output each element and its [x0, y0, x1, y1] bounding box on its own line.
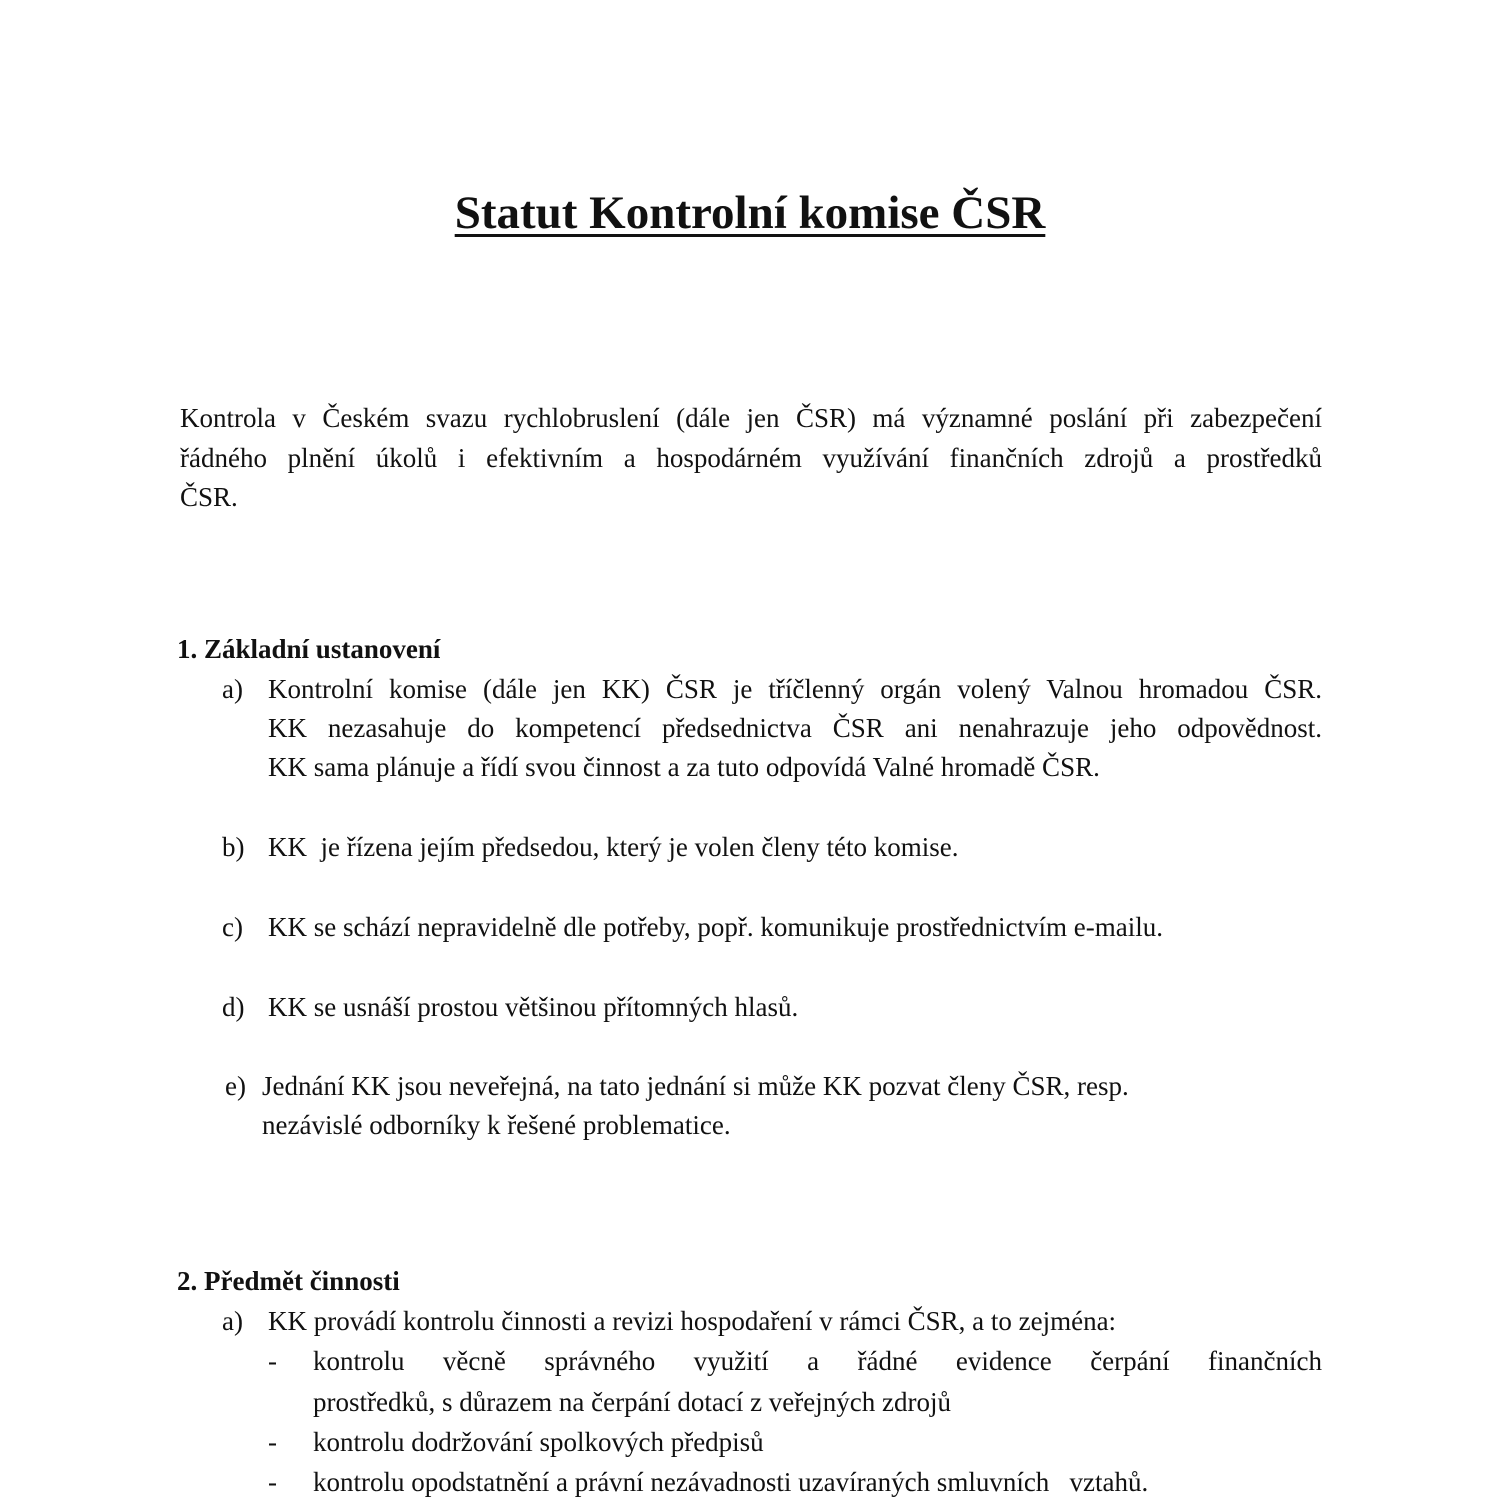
item-label: a) — [222, 674, 243, 704]
item-text: Jednání KK jsou neveřejná, na tato jednání si může KK pozvat členy ČSR, resp. — [262, 1071, 1129, 1101]
intro-line: Kontrola v Českém svazu rychlobruslení (dále jen ČSR) má významné poslání při zabezpečení — [180, 403, 1322, 433]
intro-line: řádného plnění úkolů i efektivním a hospodárném využívání finančních zdrojů a prostředků — [180, 443, 1322, 473]
bullet-text: kontrolu opodstatnění a právní nezávadnosti uzavíraných smluvních vztahů. — [313, 1467, 1149, 1497]
intro-line: ČSR. — [180, 482, 238, 512]
item-label: d) — [222, 992, 245, 1022]
item-text: KK se schází nepravidelně dle potřeby, popř. komunikuje prostřednictvím e-mailu. — [268, 912, 1163, 942]
item-label: c) — [222, 912, 243, 942]
item-label: b) — [222, 832, 245, 862]
bullet-text: kontrolu dodržování spolkových předpisů — [313, 1427, 764, 1457]
item-text: KK se usnáší prostou většinou přítomných hlasů. — [268, 992, 799, 1022]
document-title: Statut Kontrolní komise ČSR — [454, 187, 1046, 239]
item-text: Kontrolní komise (dále jen KK) ČSR je tříčlenný orgán volený Valnou hromadou ČSR. — [268, 674, 1322, 704]
bullet-marker: - — [268, 1346, 277, 1376]
item-label: e) — [225, 1071, 246, 1101]
item-text: KK sama plánuje a řídí svou činnost a za tuto odpovídá Valné hromadě ČSR. — [268, 752, 1100, 782]
bullet-marker: - — [268, 1467, 277, 1497]
bullet-text: kontrolu věcně správného využití a řádné evidence čerpání finančních — [313, 1346, 1322, 1376]
item-text: KK je řízena jejím předsedou, který je volen členy této komise. — [268, 832, 959, 862]
item-text: KK nezasahuje do kompetencí předsednictva ČSR ani nenahrazuje jeho odpovědnost. — [268, 713, 1322, 743]
item-text: KK provádí kontrolu činnosti a revizi hospodaření v rámci ČSR, a to zejména: — [268, 1306, 1117, 1336]
section-heading: 2. Předmět činnosti — [177, 1266, 400, 1296]
item-label: a) — [222, 1306, 243, 1336]
bullet-text: prostředků, s důrazem na čerpání dotací z veřejných zdrojů — [313, 1387, 951, 1417]
item-text: nezávislé odborníky k řešené problematice. — [262, 1110, 731, 1140]
bullet-marker: - — [268, 1427, 277, 1457]
section-heading: 1. Základní ustanovení — [177, 634, 441, 664]
